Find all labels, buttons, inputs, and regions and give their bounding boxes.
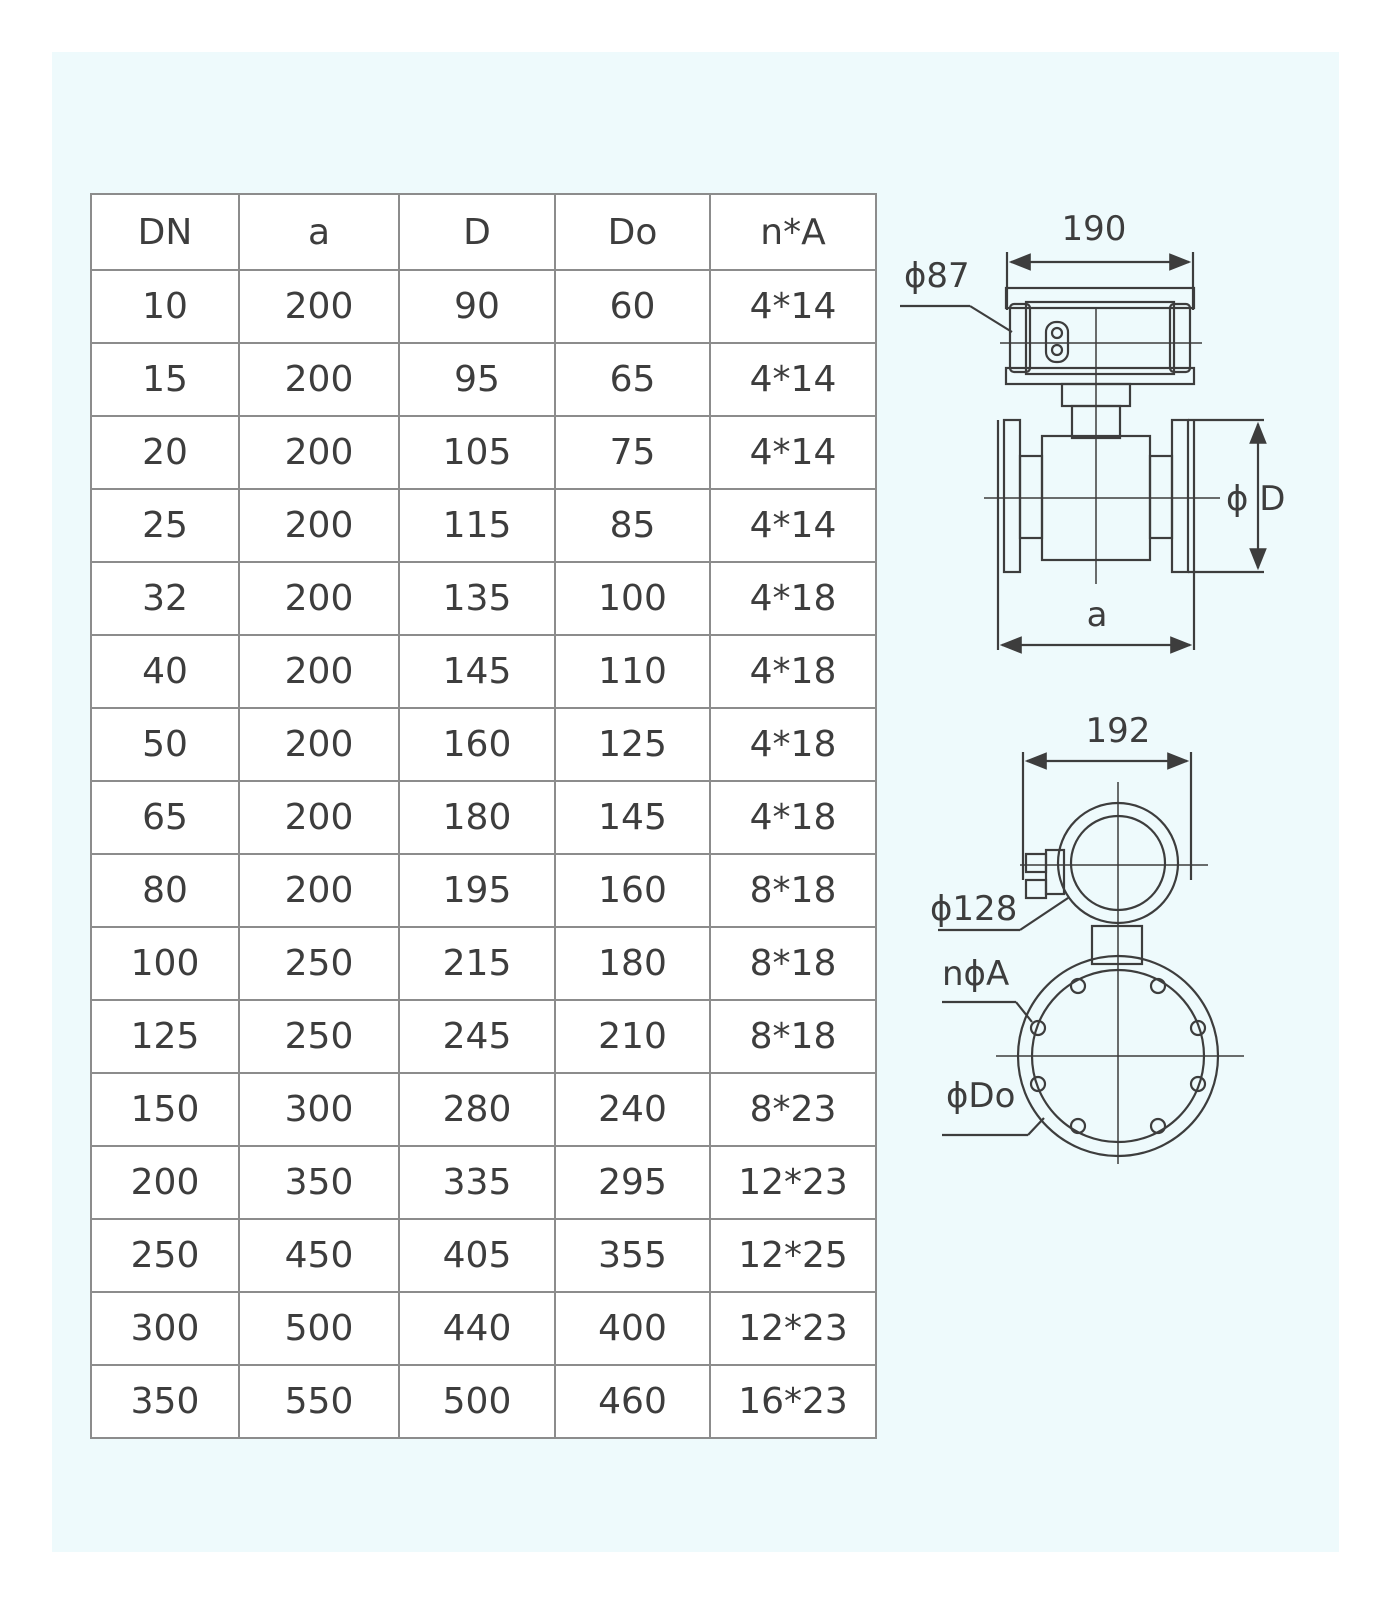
- table-cell: 100: [91, 927, 239, 1000]
- table-cell: 200: [239, 270, 399, 343]
- table-cell: 125: [555, 708, 710, 781]
- cable-gland-front: [1026, 854, 1046, 872]
- table-cell: 195: [399, 854, 555, 927]
- table-cell: 65: [91, 781, 239, 854]
- header-n-a: n*A: [710, 194, 876, 270]
- table-cell: 200: [239, 343, 399, 416]
- table-cell: 20: [91, 416, 239, 489]
- header-d: D: [399, 194, 555, 270]
- table-cell: 32: [91, 562, 239, 635]
- table-cell: 240: [555, 1073, 710, 1146]
- table-cell: 90: [399, 270, 555, 343]
- dim-label-phi-d: ϕ D: [1226, 479, 1286, 519]
- table-cell: 4*18: [710, 781, 876, 854]
- table-cell: 355: [555, 1219, 710, 1292]
- table-cell: 16*23: [710, 1365, 876, 1438]
- flowmeter-drawing: [880, 180, 1320, 1180]
- table-row: [91, 489, 876, 562]
- table-row: [91, 927, 876, 1000]
- table-cell: 335: [399, 1146, 555, 1219]
- table-cell: 100: [555, 562, 710, 635]
- converter-bottom-rim: [1006, 368, 1194, 384]
- table-cell: 125: [91, 1000, 239, 1073]
- dim-label-a: a: [1086, 595, 1108, 635]
- table-row: [91, 1365, 876, 1438]
- table-cell: 200: [239, 416, 399, 489]
- table-row: [91, 343, 876, 416]
- header-do: Do: [555, 194, 710, 270]
- cable-gland-front: [1026, 880, 1046, 898]
- table-cell: 4*18: [710, 635, 876, 708]
- table-cell: 210: [555, 1000, 710, 1073]
- table-cell: 8*18: [710, 854, 876, 927]
- table-cell: 200: [91, 1146, 239, 1219]
- table-cell: 85: [555, 489, 710, 562]
- table-cell: 4*14: [710, 416, 876, 489]
- table-cell: 200: [239, 854, 399, 927]
- table-row: [91, 416, 876, 489]
- table-cell: 160: [399, 708, 555, 781]
- table-row: [91, 854, 876, 927]
- table-cell: 4*14: [710, 489, 876, 562]
- dim-label-192: 192: [1085, 711, 1151, 751]
- table-cell: 25: [91, 489, 239, 562]
- table-cell: 180: [555, 927, 710, 1000]
- table-cell: 400: [555, 1292, 710, 1365]
- converter-side-lug: [1046, 850, 1064, 894]
- table-cell: 145: [555, 781, 710, 854]
- table-row: [91, 708, 876, 781]
- table-cell: 460: [555, 1365, 710, 1438]
- table-cell: 295: [555, 1146, 710, 1219]
- table-cell: 110: [555, 635, 710, 708]
- table-cell: 12*25: [710, 1219, 876, 1292]
- table-cell: 12*23: [710, 1146, 876, 1219]
- table-header-row: [91, 194, 876, 270]
- leader-line: [970, 306, 1012, 332]
- dim-label-190: 190: [1061, 209, 1127, 249]
- dim-label-phi128: ϕ128: [930, 889, 1018, 929]
- table-cell: 75: [555, 416, 710, 489]
- table-cell: 115: [399, 489, 555, 562]
- table-cell: 250: [91, 1219, 239, 1292]
- table-cell: 60: [555, 270, 710, 343]
- table-cell: 300: [239, 1073, 399, 1146]
- cable-gland-hole: [1052, 345, 1062, 355]
- table-cell: 40: [91, 635, 239, 708]
- table-cell: 500: [239, 1292, 399, 1365]
- table-cell: 250: [239, 1000, 399, 1073]
- left-hub: [1020, 456, 1042, 538]
- table-cell: 250: [239, 927, 399, 1000]
- leader-line: [1028, 1118, 1044, 1135]
- table-cell: 215: [399, 927, 555, 1000]
- table-cell: 550: [239, 1365, 399, 1438]
- converter-top-rim: [1006, 288, 1194, 308]
- table-row: [91, 635, 876, 708]
- table-cell: 50: [91, 708, 239, 781]
- table-cell: 8*18: [710, 927, 876, 1000]
- table-row: [91, 270, 876, 343]
- table-cell: 180: [399, 781, 555, 854]
- converter-housing: [1026, 302, 1174, 374]
- table-cell: 405: [399, 1219, 555, 1292]
- table-cell: 10: [91, 270, 239, 343]
- dim-label-n-phi-a: nϕA: [942, 954, 1010, 994]
- table-row: [91, 1219, 876, 1292]
- table-cell: 105: [399, 416, 555, 489]
- table-cell: 4*14: [710, 270, 876, 343]
- table-cell: 4*18: [710, 562, 876, 635]
- table-cell: 280: [399, 1073, 555, 1146]
- table-cell: 200: [239, 562, 399, 635]
- leader-line: [1020, 898, 1068, 930]
- table-cell: 200: [239, 781, 399, 854]
- table-cell: 8*23: [710, 1073, 876, 1146]
- right-flange: [1172, 420, 1188, 572]
- table-row: [91, 562, 876, 635]
- table-cell: 350: [91, 1365, 239, 1438]
- table-row: [91, 1146, 876, 1219]
- table-cell: 12*23: [710, 1292, 876, 1365]
- header-a: a: [239, 194, 399, 270]
- table-cell: 440: [399, 1292, 555, 1365]
- left-flange: [1004, 420, 1020, 572]
- table-cell: 80: [91, 854, 239, 927]
- table-cell: 8*18: [710, 1000, 876, 1073]
- header-dn: DN: [91, 194, 239, 270]
- table-cell: 245: [399, 1000, 555, 1073]
- cable-gland-hole: [1052, 328, 1062, 338]
- table-cell: 200: [239, 708, 399, 781]
- table-cell: 135: [399, 562, 555, 635]
- table-cell: 500: [399, 1365, 555, 1438]
- table-cell: 65: [555, 343, 710, 416]
- dim-label-phi-do: ϕDo: [946, 1076, 1016, 1116]
- side-view: [900, 252, 1264, 650]
- table-row: [91, 781, 876, 854]
- table-cell: 200: [239, 489, 399, 562]
- table-row: [91, 1073, 876, 1146]
- table-cell: 95: [399, 343, 555, 416]
- right-hub: [1150, 456, 1172, 538]
- table-cell: 450: [239, 1219, 399, 1292]
- dim-label-phi87: ϕ87: [904, 256, 970, 296]
- table-cell: 150: [91, 1073, 239, 1146]
- table-cell: 350: [239, 1146, 399, 1219]
- table-cell: 145: [399, 635, 555, 708]
- table-cell: 15: [91, 343, 239, 416]
- table-cell: 4*14: [710, 343, 876, 416]
- table-cell: 4*18: [710, 708, 876, 781]
- dimension-table: [90, 193, 877, 1439]
- table-cell: 200: [239, 635, 399, 708]
- table-cell: 160: [555, 854, 710, 927]
- table-row: [91, 1000, 876, 1073]
- table-row: [91, 1292, 876, 1365]
- table-cell: 300: [91, 1292, 239, 1365]
